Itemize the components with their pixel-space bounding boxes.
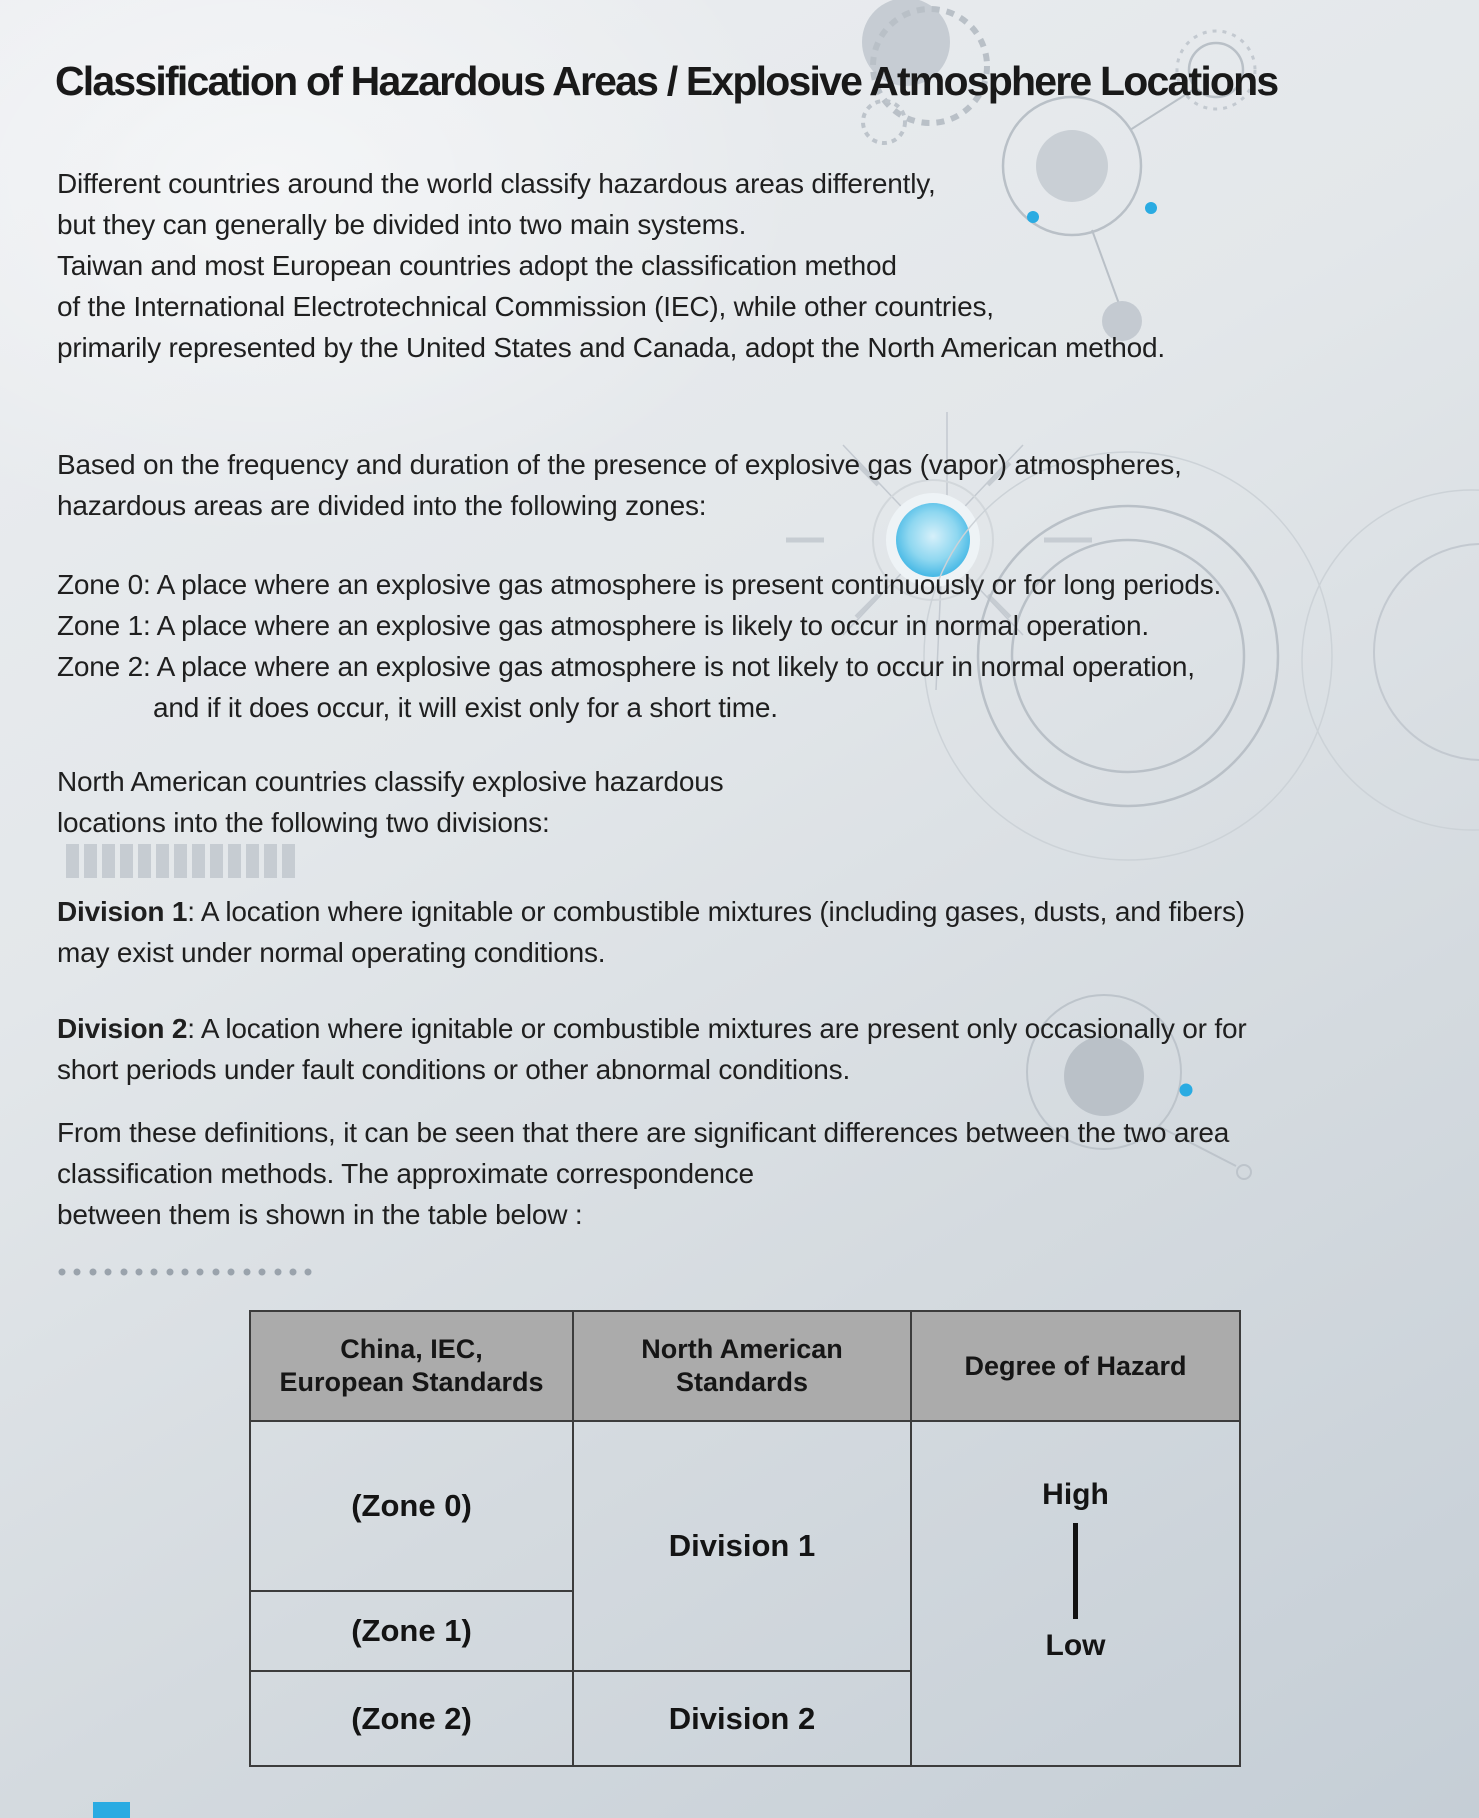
- cell-zone0: (Zone 0): [250, 1421, 573, 1591]
- intro-line: Different countries around the world classify hazardous areas differently,: [57, 168, 936, 199]
- intro-line: but they can generally be divided into two main systems.: [57, 209, 747, 240]
- conclusion-line: between them is shown in the table below :: [57, 1199, 583, 1230]
- cell-division1: Division 1: [573, 1421, 911, 1671]
- cell-zone2: (Zone 2): [250, 1671, 573, 1766]
- page-title: Classification of Hazardous Areas / Explosive Atmosphere Locations: [55, 58, 1278, 104]
- header-line: China, IEC,: [340, 1334, 483, 1364]
- division1-label: Division 1: [57, 896, 188, 927]
- comparison-table-wrap: [249, 1310, 1241, 1767]
- zone-definitions: [57, 564, 1221, 728]
- hazard-high-label: High: [1042, 1478, 1109, 1511]
- division2-line: [57, 1008, 1246, 1049]
- cell-division2: Division 2: [573, 1671, 911, 1766]
- division1-paragraph: [57, 891, 1245, 973]
- cell-degree-of-hazard: [911, 1421, 1240, 1766]
- intro-line: Taiwan and most European countries adopt the classification method: [57, 250, 897, 281]
- header-line: Degree of Hazard: [964, 1350, 1187, 1381]
- division2-text: : A location where ignitable or combustible mixtures are present only occasionally or for: [187, 1013, 1247, 1044]
- header-line: Standards: [675, 1367, 809, 1397]
- barcode-decoration: [66, 844, 295, 878]
- division2-label: Division 2: [57, 1013, 188, 1044]
- header-north-american-standards: [573, 1311, 911, 1421]
- conclusion-line: classification methods. The approximate correspondence: [57, 1158, 754, 1189]
- zone0-definition: Zone 0: A place where an explosive gas atmosphere is present continuously or for long periods.: [57, 569, 1222, 600]
- corner-tab-decoration: [93, 1802, 130, 1818]
- division1-line: may exist under normal operating conditions.: [57, 937, 606, 968]
- zones-intro-line: Based on the frequency and duration of the presence of explosive gas (vapor) atmospheres,: [57, 449, 1182, 480]
- classification-table: [249, 1310, 1241, 1767]
- zone2-definition: Zone 2: A place where an explosive gas atmosphere is not likely to occur in normal operation,: [57, 651, 1195, 682]
- conclusion-line: From these definitions, it can be seen that there are significant differences between the two area: [57, 1117, 1230, 1148]
- divisions-intro-line: locations into the following two divisions:: [57, 807, 550, 838]
- hazard-scale-line: [1073, 1523, 1078, 1619]
- divisions-intro-line: North American countries classify explosive hazardous: [57, 766, 724, 797]
- intro-line: of the International Electrotechnical Commission (IEC), while other countries,: [57, 291, 994, 322]
- header-degree-of-hazard: [911, 1311, 1240, 1421]
- division1-line: [57, 891, 1245, 932]
- header-line: European Standards: [279, 1367, 544, 1397]
- division1-text: : A location where ignitable or combustible mixtures (including gases, dusts, and fibers): [187, 896, 1245, 927]
- zone1-definition: Zone 1: A place where an explosive gas atmosphere is likely to occur in normal operation.: [57, 610, 1149, 641]
- hazard-low-label: Low: [1045, 1629, 1106, 1662]
- zone2-definition-continued: and if it does occur, it will exist only for a short time.: [153, 692, 778, 723]
- cell-zone1: (Zone 1): [250, 1591, 573, 1671]
- zones-intro-line: hazardous areas are divided into the following zones:: [57, 490, 707, 521]
- division2-paragraph: [57, 1008, 1246, 1090]
- divisions-intro-paragraph: [57, 761, 723, 843]
- dotted-line-decoration: [59, 1269, 312, 1276]
- intro-paragraph: [57, 163, 1165, 368]
- header-line: North American: [641, 1334, 843, 1364]
- conclusion-paragraph: [57, 1112, 1229, 1235]
- division2-line: short periods under fault conditions or other abnormal conditions.: [57, 1054, 851, 1085]
- intro-line: primarily represented by the United States and Canada, adopt the North American method.: [57, 332, 1165, 363]
- zones-intro-paragraph: [57, 444, 1182, 526]
- header-iec-standards: [250, 1311, 573, 1421]
